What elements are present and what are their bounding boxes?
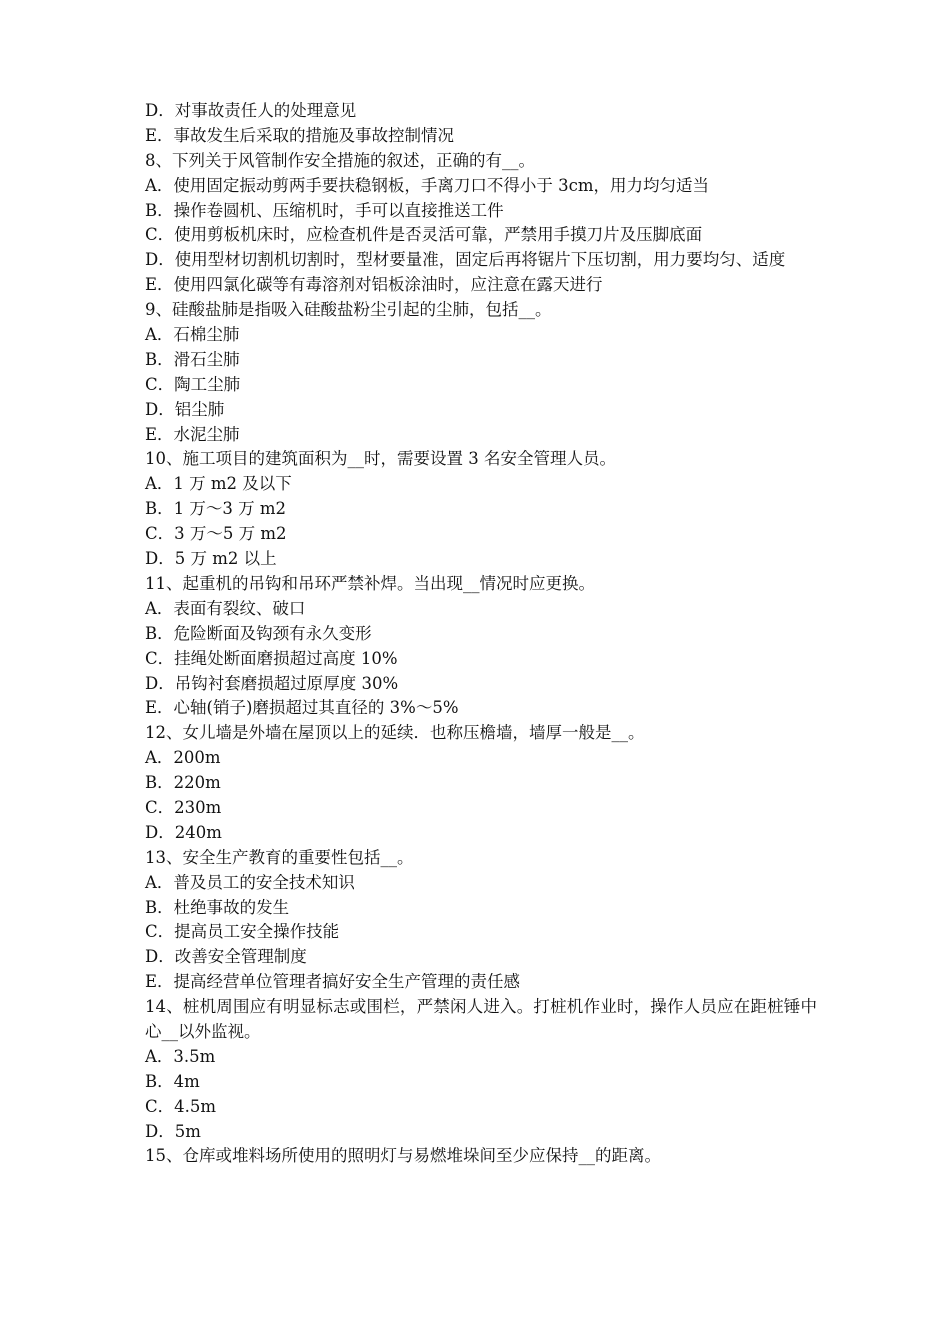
option-a-q12: A．200m: [145, 748, 221, 768]
option-a-q8: A．使用固定振动剪两手要扶稳钢板，手离刀口不得小于 3cm，用力均匀适当: [145, 175, 710, 195]
option-d-q14: D．5m: [145, 1121, 201, 1141]
option-e-q9: E．水泥尘肺: [145, 424, 240, 444]
question-9: 9、硅酸盐肺是指吸入硅酸盐粉尘引起的尘肺，包括__。: [145, 300, 552, 320]
question-11: 11、起重机的吊钩和吊环严禁补焊。当出现__情况时应更换。: [145, 573, 595, 593]
question-14: 14、桩机周围应有明显标志或围栏，严禁闲人进入。打桩机作业时，操作人员应在距桩锤中心__以外监视。: [145, 997, 817, 1041]
question-10: 10、施工项目的建筑面积为__时，需要设置 3 名安全管理人员。: [145, 449, 616, 469]
option-c-q14: C．4.5m: [145, 1096, 217, 1116]
option-c-q9: C．陶工尘肺: [145, 374, 241, 394]
option-d-q10: D．5 万 m2 以上: [145, 549, 277, 569]
option-d-q8: D．使用型材切割机切割时，型材要量准，固定后再将锯片下压切割，用力要均匀、适度: [145, 250, 786, 270]
option-b-q8: B．操作卷圆机、压缩机时，手可以直接推送工件: [145, 200, 504, 220]
option-b-q12: B．220m: [145, 773, 221, 793]
option-d-q7: D．对事故责任人的处理意见: [145, 101, 357, 120]
option-b-q9: B．滑石尘肺: [145, 349, 240, 369]
question-13: 13、安全生产教育的重要性包括__。: [145, 847, 414, 867]
option-d-q11: D．吊钩衬套磨损超过原厚度 30%: [145, 673, 399, 693]
option-c-q11: C．挂绳处断面磨损超过高度 10%: [145, 648, 398, 668]
question-15: 15、仓库或堆料场所使用的照明灯与易燃堆垛间至少应保持__的距离。: [145, 1146, 661, 1166]
option-e-q8: E．使用四氯化碳等有毒溶剂对铝板涂油时，应注意在露天进行: [145, 275, 603, 295]
option-b-q14: B．4m: [145, 1071, 200, 1091]
option-c-q13: C．提高员工安全操作技能: [145, 922, 340, 942]
option-c-q8: C．使用剪板机床时，应检查机件是否灵活可靠，严禁用手摸刀片及压脚底面: [145, 225, 703, 245]
option-d-q13: D．改善安全管理制度: [145, 947, 307, 967]
document-body: [145, 99, 817, 1169]
option-d-q12: D．240m: [145, 822, 222, 842]
option-c-q12: C．230m: [145, 797, 222, 817]
question-12: 12、女儿墙是外墙在屋顶以上的延续．也称压檐墙，墙厚一般是__。: [145, 723, 645, 743]
option-e-q7: E．事故发生后采取的措施及事故控制情况: [145, 125, 455, 145]
option-a-q14: A．3.5m: [145, 1046, 216, 1066]
option-a-q11: A．表面有裂纹、破口: [145, 598, 306, 618]
question-8: 8、下列关于风管制作安全措施的叙述，正确的有__。: [145, 150, 535, 170]
option-e-q11: E．心轴(销子)磨损超过其直径的 3%～5%: [145, 698, 459, 718]
option-a-q10: A．1 万 m2 及以下: [145, 474, 292, 494]
option-a-q13: A．普及员工的安全技术知识: [145, 872, 355, 892]
option-a-q9: A．石棉尘肺: [145, 325, 240, 345]
option-b-q11: B．危险断面及钩颈有永久变形: [145, 623, 372, 643]
option-b-q10: B．1 万～3 万 m2: [145, 499, 286, 519]
option-c-q10: C．3 万～5 万 m2: [145, 524, 287, 544]
option-d-q9: D．铝尘肺: [145, 399, 225, 419]
option-e-q13: E．提高经营单位管理者搞好安全生产管理的责任感: [145, 972, 521, 992]
option-b-q13: B．杜绝事故的发生: [145, 897, 290, 917]
